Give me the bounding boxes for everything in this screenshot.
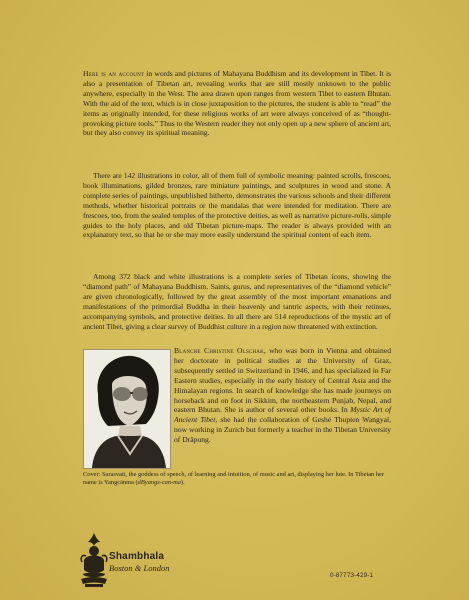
black-white-illustrations-paragraph: Among 372 black and white illustrations is a complete series of Tibetan icons, showing the “diamond path” of Mahayana Buddhism. Saints, gurus, and representatives of the “diamond vehicle” are given chronologically, followed by the great assembly of the most important emanations and manifestations of the primordial Buddha in their heavenly and tantric aspects, with their retinues, accompanying symbols, and protective deities. In all there are 514 reproductions of the mystic art of ancient Tibet, giving a clear survey of Buddhist culture in a region now threatened with extinction.	[83, 272, 391, 331]
cover-caption-text: Cover: Sarasvati, the goddess of speech, of learning and intuition, of music and art, displaying her lute. In Tibetan her name is Yangcänma (	[83, 471, 385, 487]
isbn-number: 0-87773-429-1	[330, 572, 374, 579]
color-illustrations-paragraph: There are 142 illustrations in color, all of them full of symbolic meaning: painted scrolls, frescoes, book illuminations, gilded bronzes, rare miniature paintings, and sculptures in wood and stone. A complete series of paintings, unpublished hitherto, demonstrates the various schools and their different methods, whether historical portraits or the mandalas that were intended for meditation. There are frescoes, too, from the sealed temples of the protective deities, as well as narrative picture-rolls, simple guides to the holy places, and old Tibetan picture-maps. The reader is always provided with an explanatory text, so that he or she may more easily understand the spiritual content of each item.	[83, 171, 391, 240]
publisher-imprint	[109, 551, 169, 573]
book-title: Mystic Art of Ancient Tibet	[174, 405, 391, 425]
publisher-cities: Boston & London	[109, 563, 170, 573]
cover-caption-end: ).	[180, 479, 185, 487]
bio-text-part2: , she had the collaboration of Geshé Thupten Wangyal, now working in Zurich but formerly a teacher in the Tibetan University of Drâpung.	[174, 415, 392, 445]
intro-paragraph-text: in words and pictures of Mahayana Buddhism and its development in Tibet. It is also a presentation of Tibetan art, revealing works that are still mostly unknown to the public anywhere, especially in the West. The area drawn upon ranges from western Tibet to eastern Bhutan. With the aid of the text, which is in close juxtaposition to the pictures, the student is able to “read” the items as originally intended, for these religious works of art were always conceived of as “thought-provoking picture tools.” Thus to the Western reader they not only open up a new sphere of ancient art, but they also convey its spiritual meaning.	[83, 69, 392, 138]
cover-caption-tibetan-name: dByangs-can-ma	[137, 479, 181, 487]
publisher-name: Shambhala	[109, 551, 165, 562]
shambhala-logo-icon	[80, 532, 108, 588]
bio-text-part1: who was born in Vienna and obtained her doctorate in political studies at the University of Graz, subsequently settled in Switzerland in 1946, and has specialized in Far Eastern studies, especially in the early history of Central Asia and the Himalayan regions. In search of knowledge she has made journeys on horseback and on foot in Sikkim, the northeastern Punjab, Nepal, and eastern Bhutan. She is author of several other books. In	[174, 346, 391, 415]
intro-lead-in: Here is an account	[83, 69, 145, 78]
author-portrait-image	[84, 350, 170, 468]
intro-paragraph	[83, 69, 391, 138]
author-name: Blanche Christine Olschak,	[174, 346, 267, 355]
author-photo	[83, 349, 171, 469]
author-biography	[174, 346, 391, 445]
cover-caption	[83, 471, 391, 487]
